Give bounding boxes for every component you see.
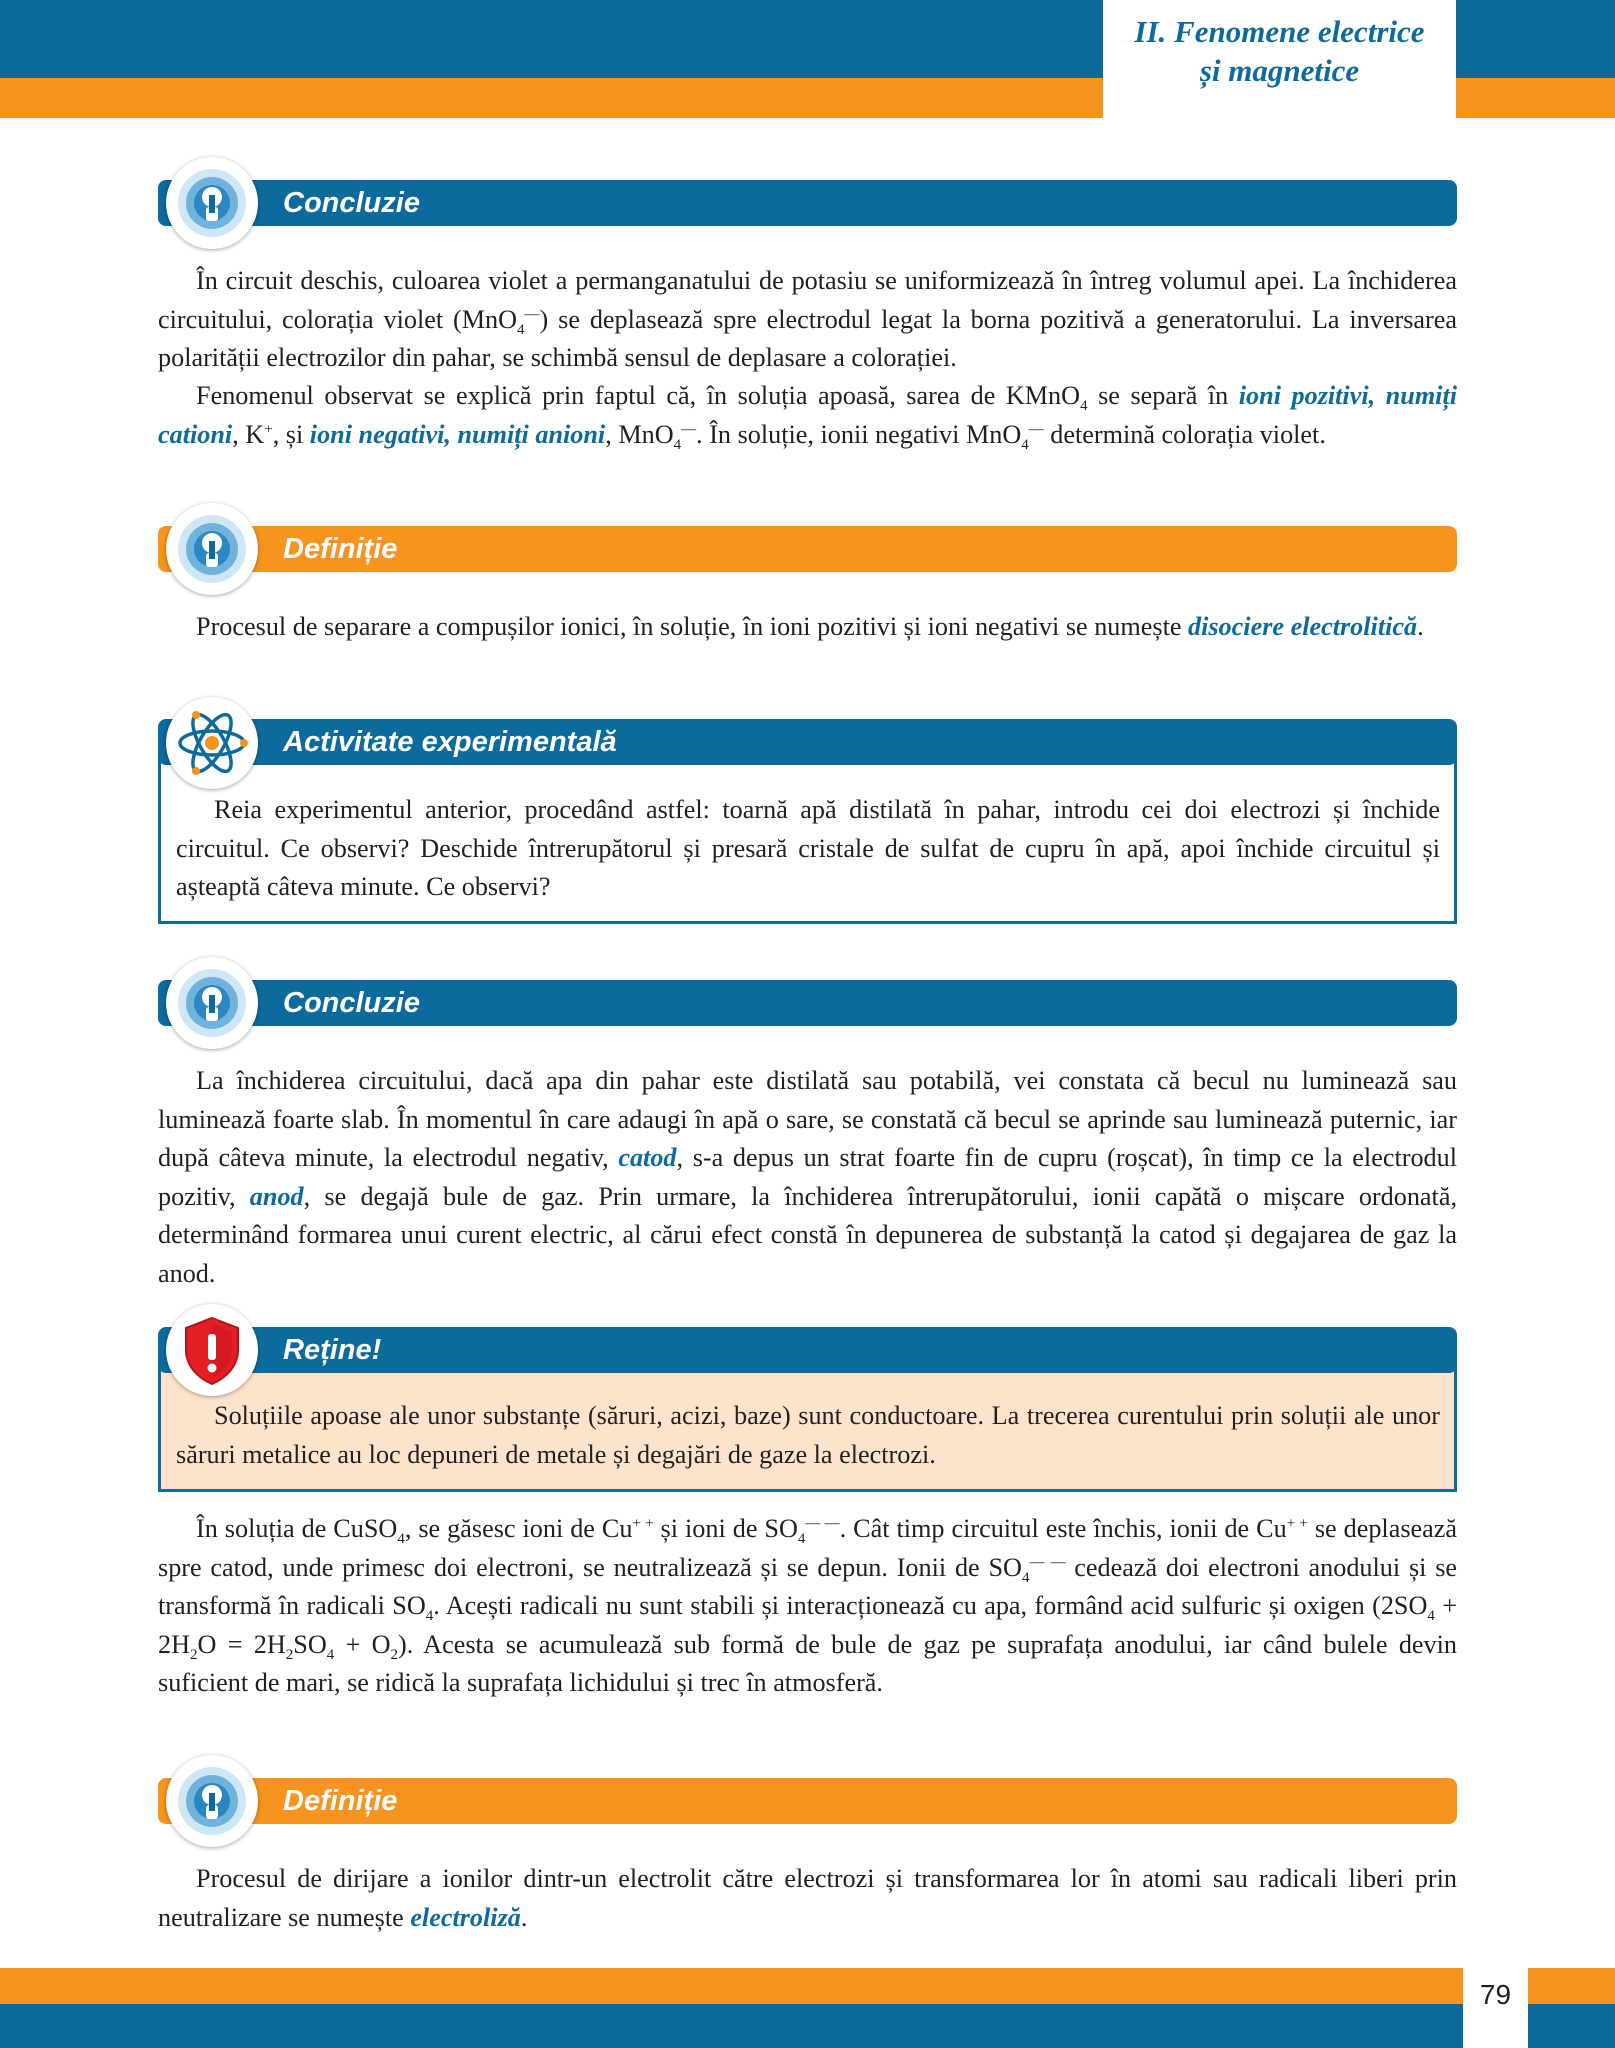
footer-blue-band <box>0 2004 1615 2048</box>
concluzie2-paragraph: La închiderea circuitului, dacă apa din pahar este distilată sau potabilă, vei constata că becul nu luminează sau luminează foarte slab. În momentul în care adaugi în apă o sare, se constată că becul se aprinde sau luminează puternic, iar după câteva minute, la electrodul negativ, catod, s-a depus un strat foarte fin de cupru (roșcat), în timp ce la electrodul pozitiv, anod, se degajă bule de gaz. Prin urmare, la închiderea întrerupătorului, ionii capătă o mișcare ordonată, determinând formarea unui curent electric, al cărui efect constă în depunerea de substanță la catod și degajarea de gaz la anod. <box>158 1066 1457 1288</box>
definitie2-paragraph: Procesul de dirijare a ionilor dintr-un electrolit către electrozi și transformarea lor în atomi sau radicali liberi prin neutralizare se numește electroliză. <box>158 1864 1457 1932</box>
section-title: Activitate experimentală <box>283 726 617 758</box>
section-bar-retine <box>158 1327 1457 1373</box>
section-bar-concluzie <box>158 980 1457 1026</box>
term-catod: catod <box>618 1143 677 1172</box>
term-cationi: ioni pozitivi, numiți cationi <box>158 381 1458 449</box>
term-anod: anod <box>249 1181 304 1211</box>
section-bar-concluzie <box>158 180 1457 226</box>
section-title: Reține! <box>283 1334 382 1366</box>
chapter-title-line2: și magnetice <box>1199 53 1360 88</box>
activitate-paragraph: Reia experimentul anterior, procedând astfel: toarnă apă distilată în pahar, introdu cei doi electrozi și închide circuitul. Ce observi? Deschide întrerupătorul și presară cristale de sulfat de cupru în apă, apoi închide circuitul și așteaptă câteva minute. Ce observi? <box>176 795 1440 901</box>
concluzie1-paragraph2: Fenomenul observat se explică prin faptul că, în soluția apoasă, sarea de KMnO$_4$ se separă în ioni pozitivi, numiți cationi, K+, și ioni negativi, numiți anioni, MnO$_4$—. În soluție, ionii negativi MnO$_4$— determină colorația violet. <box>158 381 1458 453</box>
lightbulb-icon <box>166 503 258 595</box>
lightbulb-icon <box>166 157 258 249</box>
atom-icon <box>166 697 258 789</box>
section-bar-definitie <box>158 1778 1457 1824</box>
section-title: Concluzie <box>283 187 420 219</box>
section-bar-activitate <box>158 719 1457 765</box>
lightbulb-icon <box>166 1755 258 1847</box>
term-electroliza: electroliză <box>410 1902 521 1932</box>
section-title: Concluzie <box>283 987 420 1019</box>
page-number: 79 <box>1463 1960 1528 2048</box>
electroliza-paragraph: În soluția de CuSO$_4$, se găsesc ioni de Cu+ + și ioni de $SO_4^{— —}$. Cât timp circuitul este închis, ionii de Cu+ + se deplasează spre catod, unde primesc doi electroni, se neutralizează și se depun. Ionii de $SO_4^{— —}$ cedează doi electroni anodului și se transformă în radicali $SO_4$. Acești radicali nu sunt stabili și interacționează cu apa, formând acid sulfuric și oxigen $(2SO_4 + 2H_2O = 2H_2SO_4 + O_2)$. Acesta se acumulează sub formă de bule de gaz pe suprafața anodului, iar când bulele devin suficient de mari, se ridică la suprafața lichidului și trec în atmosferă. <box>158 1514 1458 1697</box>
chapter-title <box>1103 0 1456 122</box>
section-title: Definiție <box>283 533 398 565</box>
retine-paragraph: Soluțiile apoase ale unor substanțe (săruri, acizi, baze) sunt conductoare. La trecerea curentului prin soluții ale unor săruri metalice au loc depuneri de metale și degajări de gaze la electrozi. <box>176 1401 1440 1469</box>
term-anioni: ioni negativi, numiți anioni <box>309 419 606 449</box>
lightbulb-icon <box>166 957 258 1049</box>
shield-warning-icon <box>166 1304 258 1396</box>
chapter-title-line1: II. Fenomene electrice <box>1134 14 1425 49</box>
definitie1-paragraph: Procesul de separare a compușilor ionici, în soluție, în ioni pozitivi și ioni negativi se numește disociere electrolitică. <box>196 612 1424 641</box>
section-bar-definitie <box>158 526 1457 572</box>
section-title: Definiție <box>283 1785 398 1817</box>
footer-orange-band <box>0 1968 1615 2004</box>
concluzie1-paragraph1: În circuit deschis, culoarea violet a permanganatului de potasiu se uniformizează în întreg volumul apei. La închiderea circuitului, colorația violet (MnO$_4$—) se deplasează spre electrodul legat la borna pozitivă a generatorului. La inversarea polarității electrozilor din pahar, se schimbă sensul de deplasare a colorației. <box>158 266 1457 372</box>
term-disociere-electrolitica: disociere electrolitică <box>1188 612 1418 641</box>
